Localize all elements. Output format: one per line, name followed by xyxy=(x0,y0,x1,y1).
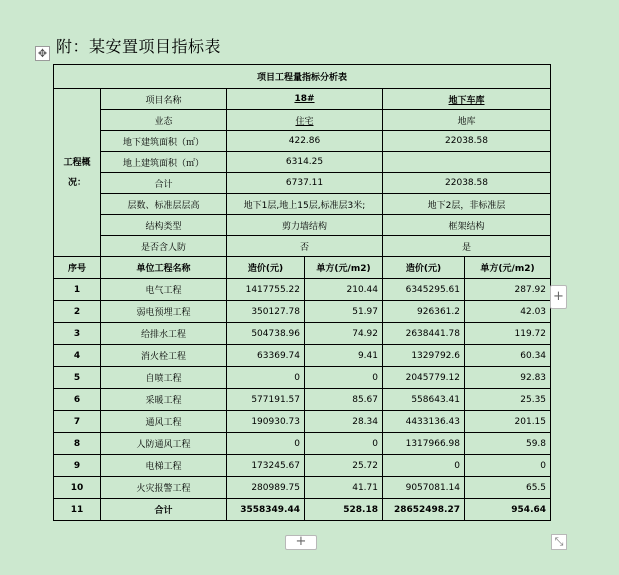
indicator-table xyxy=(53,64,551,521)
format-1-cell xyxy=(227,110,383,131)
row-unit-2: 287.92 xyxy=(465,279,551,301)
overview-row-total xyxy=(54,173,551,194)
header-name: 单位工程名称 xyxy=(101,257,227,279)
row-name: 火灾报警工程 xyxy=(101,477,227,499)
project-name-1-cell xyxy=(227,89,383,110)
add-column-plus-icon[interactable]: + xyxy=(550,285,567,309)
row-unit-1: 41.71 xyxy=(305,477,383,499)
row-no: 4 xyxy=(54,345,101,367)
overview-row-structure xyxy=(54,215,551,236)
table-row xyxy=(54,345,551,367)
row-name: 人防通风工程 xyxy=(101,433,227,455)
row-cost-2: 2638441.78 xyxy=(383,323,465,345)
row-unit-1: 28.34 xyxy=(305,411,383,433)
overview-row-aboveground-area xyxy=(54,152,551,173)
row-cost-2: 28652498.27 xyxy=(383,499,465,521)
table-row xyxy=(54,301,551,323)
row-name: 合计 xyxy=(101,499,227,521)
table-row xyxy=(54,477,551,499)
underground-area-1: 422.86 xyxy=(227,131,383,152)
table-row xyxy=(54,389,551,411)
row-unit-2: 954.64 xyxy=(465,499,551,521)
format-1: 住宅 xyxy=(295,116,314,127)
civil-defense-label: 是否含人防 xyxy=(101,236,227,257)
table-resize-icon[interactable]: ⤡ xyxy=(551,534,567,550)
row-no: 11 xyxy=(54,499,101,521)
table-row xyxy=(54,433,551,455)
table-row xyxy=(54,279,551,301)
aboveground-area-2 xyxy=(383,152,551,173)
table-caption: 项目工程量指标分析表 xyxy=(54,65,551,89)
row-unit-1: 210.44 xyxy=(305,279,383,301)
floors-2: 地下2层，非标准层 xyxy=(383,194,551,215)
header-unit-1: 单方(元/m2) xyxy=(305,257,383,279)
project-name-1: 18# xyxy=(294,94,315,104)
total-area-2: 22038.58 xyxy=(383,173,551,194)
row-name: 电梯工程 xyxy=(101,455,227,477)
format-2: 地库 xyxy=(383,110,551,131)
row-no: 10 xyxy=(54,477,101,499)
row-cost-1: 173245.67 xyxy=(227,455,305,477)
row-no: 8 xyxy=(54,433,101,455)
add-row-plus-icon[interactable]: + xyxy=(285,535,317,550)
table-row xyxy=(54,411,551,433)
project-name-2-cell xyxy=(383,89,551,110)
row-unit-2: 119.72 xyxy=(465,323,551,345)
row-unit-2: 65.5 xyxy=(465,477,551,499)
row-unit-1: 528.18 xyxy=(305,499,383,521)
row-cost-1: 63369.74 xyxy=(227,345,305,367)
floors-label: 层数、标准层层高 xyxy=(101,194,227,215)
overview-side-label-line-2: 况： xyxy=(67,177,86,188)
table-row xyxy=(54,323,551,345)
header-unit-2: 单方(元/m2) xyxy=(465,257,551,279)
table-row xyxy=(54,455,551,477)
row-name: 通风工程 xyxy=(101,411,227,433)
structure-label: 结构类型 xyxy=(101,215,227,236)
overview-row-underground-area xyxy=(54,131,551,152)
row-cost-1: 1417755.22 xyxy=(227,279,305,301)
row-cost-2: 6345295.61 xyxy=(383,279,465,301)
row-no: 9 xyxy=(54,455,101,477)
total-area-1: 6737.11 xyxy=(227,173,383,194)
row-name: 采暖工程 xyxy=(101,389,227,411)
row-cost-2: 9057081.14 xyxy=(383,477,465,499)
aboveground-area-label: 地上建筑面积（㎡） xyxy=(101,152,227,173)
header-no: 序号 xyxy=(54,257,101,279)
table-header-row xyxy=(54,257,551,279)
document-title: 附：某安置项目指标表 xyxy=(56,37,222,56)
header-cost-2: 造价(元) xyxy=(383,257,465,279)
civil-defense-1: 否 xyxy=(227,236,383,257)
row-unit-1: 25.72 xyxy=(305,455,383,477)
row-cost-1: 0 xyxy=(227,367,305,389)
row-unit-1: 0 xyxy=(305,367,383,389)
row-no: 1 xyxy=(54,279,101,301)
row-unit-2: 92.83 xyxy=(465,367,551,389)
overview-row-project-name xyxy=(54,89,551,110)
row-name: 给排水工程 xyxy=(101,323,227,345)
floors-1: 地下1层,地上15层,标准层3米; xyxy=(227,194,383,215)
structure-2: 框架结构 xyxy=(383,215,551,236)
row-cost-1: 350127.78 xyxy=(227,301,305,323)
row-unit-2: 59.8 xyxy=(465,433,551,455)
row-cost-1: 190930.73 xyxy=(227,411,305,433)
row-cost-1: 280989.75 xyxy=(227,477,305,499)
overview-row-civil-defense xyxy=(54,236,551,257)
table-caption-row xyxy=(54,65,551,89)
overview-side-label xyxy=(54,89,101,257)
aboveground-area-1: 6314.25 xyxy=(227,152,383,173)
row-unit-1: 74.92 xyxy=(305,323,383,345)
overview-row-format xyxy=(54,110,551,131)
header-cost-1: 造价(元) xyxy=(227,257,305,279)
row-cost-1: 0 xyxy=(227,433,305,455)
row-cost-2: 2045779.12 xyxy=(383,367,465,389)
row-unit-1: 51.97 xyxy=(305,301,383,323)
row-unit-1: 0 xyxy=(305,433,383,455)
overview-side-label-line-1: 工程概 xyxy=(63,157,91,168)
row-name: 电气工程 xyxy=(101,279,227,301)
row-unit-2: 25.35 xyxy=(465,389,551,411)
structure-1: 剪力墙结构 xyxy=(227,215,383,236)
row-name: 自喷工程 xyxy=(101,367,227,389)
row-cost-2: 558643.41 xyxy=(383,389,465,411)
total-area-label: 合计 xyxy=(101,173,227,194)
civil-defense-2: 是 xyxy=(383,236,551,257)
row-unit-2: 42.03 xyxy=(465,301,551,323)
underground-area-label: 地下建筑面积（㎡） xyxy=(101,131,227,152)
row-no: 2 xyxy=(54,301,101,323)
row-unit-2: 60.34 xyxy=(465,345,551,367)
row-unit-2: 0 xyxy=(465,455,551,477)
project-name-2: 地下车库 xyxy=(448,95,485,106)
table-total-row xyxy=(54,499,551,521)
row-unit-1: 85.67 xyxy=(305,389,383,411)
underground-area-2: 22038.58 xyxy=(383,131,551,152)
row-no: 7 xyxy=(54,411,101,433)
row-no: 3 xyxy=(54,323,101,345)
overview-row-floors xyxy=(54,194,551,215)
row-cost-2: 926361.2 xyxy=(383,301,465,323)
row-cost-2: 1317966.98 xyxy=(383,433,465,455)
row-cost-1: 577191.57 xyxy=(227,389,305,411)
table-row xyxy=(54,367,551,389)
row-no: 5 xyxy=(54,367,101,389)
row-name: 弱电预埋工程 xyxy=(101,301,227,323)
table-move-handle-icon[interactable]: ✥ xyxy=(35,46,50,61)
row-cost-1: 504738.96 xyxy=(227,323,305,345)
row-cost-1: 3558349.44 xyxy=(227,499,305,521)
row-name: 消火栓工程 xyxy=(101,345,227,367)
row-cost-2: 0 xyxy=(383,455,465,477)
row-no: 6 xyxy=(54,389,101,411)
format-label: 业态 xyxy=(101,110,227,131)
row-cost-2: 4433136.43 xyxy=(383,411,465,433)
project-name-label: 项目名称 xyxy=(101,89,227,110)
row-unit-1: 9.41 xyxy=(305,345,383,367)
row-unit-2: 201.15 xyxy=(465,411,551,433)
row-cost-2: 1329792.6 xyxy=(383,345,465,367)
